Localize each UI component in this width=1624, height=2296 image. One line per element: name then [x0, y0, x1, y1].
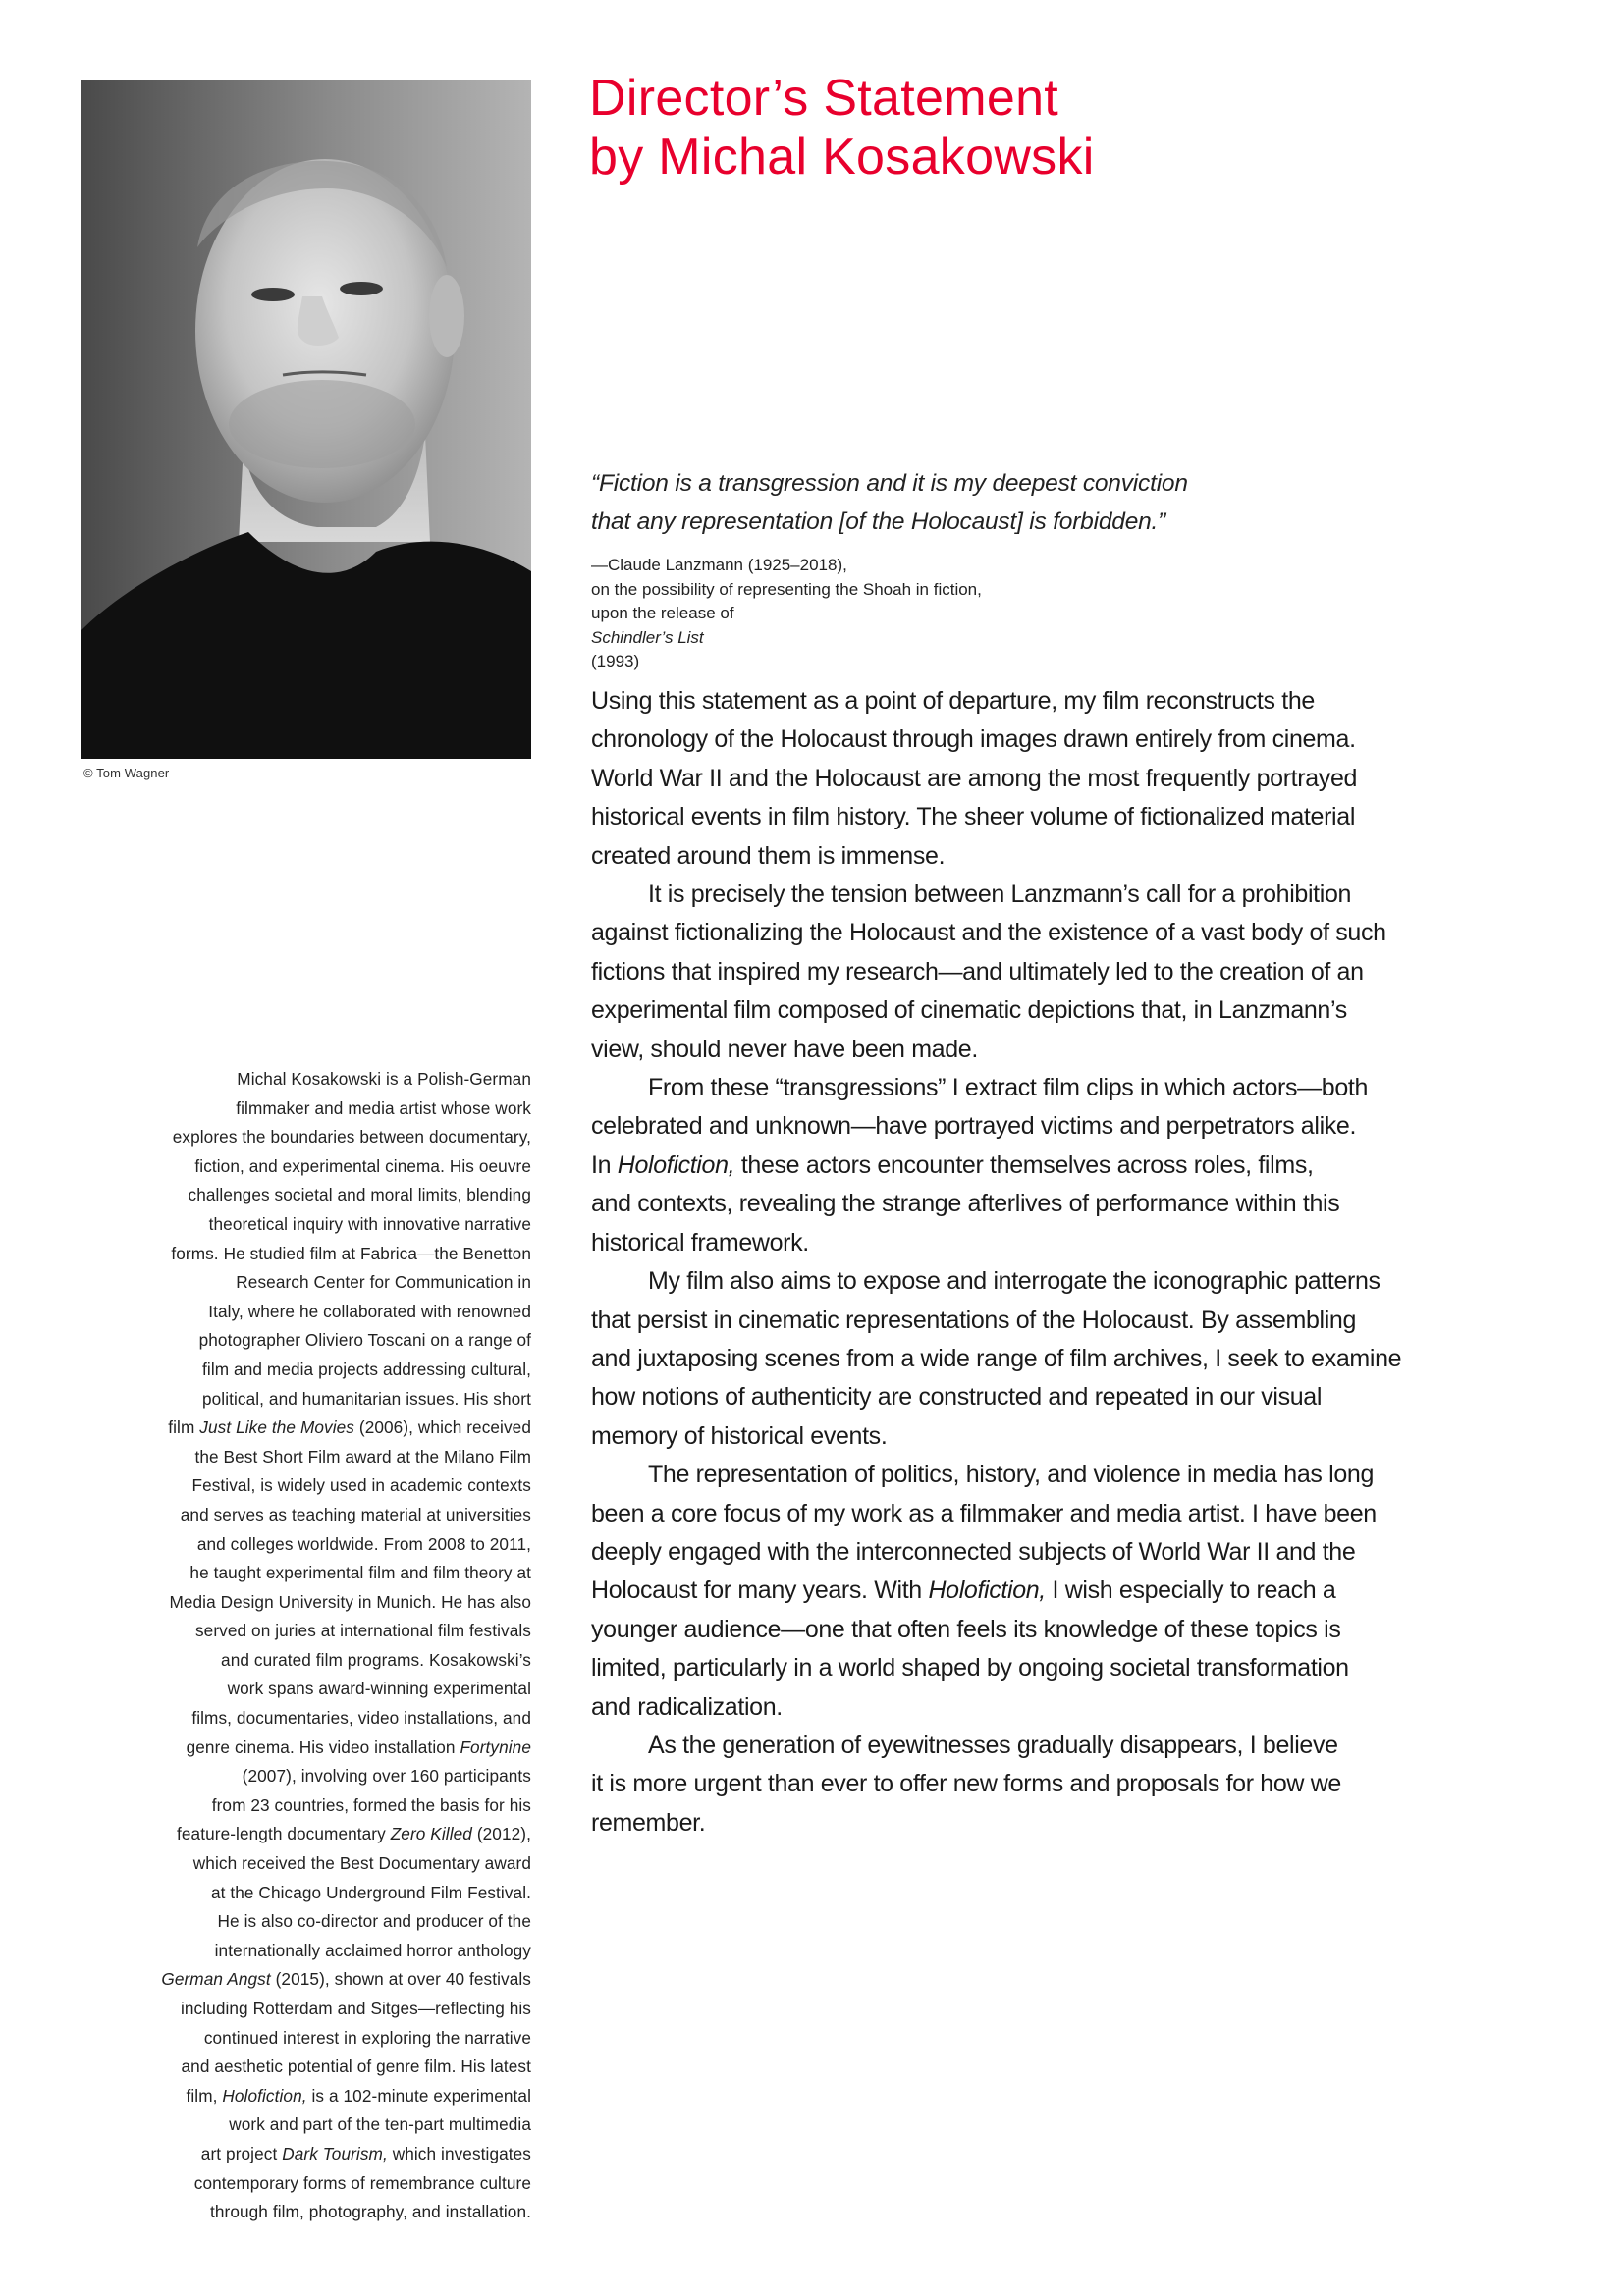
film-title: Just Like the Movies	[199, 1417, 354, 1438]
quote-line: “Fiction is a transgression and it is my deepest conviction	[591, 470, 1188, 497]
director-biography: Michal Kosakowski is a Polish-German filmmaker and media artist whose work explores the boundaries between documentary, fiction, and experimental cinema. His oeuvre challenges societal and moral limits, blending theoretical inquiry with innovative narrative forms. He studied film at Fabrica—the Benetton Research Center for Communication in Italy, where he collaborated with renowned photographer Oliviero Toscani on a range of film and media projects addressing cultural, political, and humanitarian issues. His short film Just Like the Movies (2006), which received the Best Short Film award at the Milano Film Festival, is widely used in academic contexts and serves as teaching material at universities and colleges worldwide. From 2008 to 2011, he taught experimental film and film theory at Media Design University in Munich. He has also served on juries at international film festivals and curated film programs. Kosakowski’s work spans award-winning experimental films, documentaries, video installations, and genre cinema. His video installation Fortynine (2007), involving over 160 participants from 23 countries, formed the basis for his feature-length documentary Zero Killed (2012), which received the Best Documentary award at the Chicago Underground Film Festival. He is also co-director and producer of the internationally acclaimed horror anthology German Angst (2015), shown at over 40 festivals including Rotterdam and Sitges—reflecting his continued interest in exploring the narrative and aesthetic potential of genre film. His latest film, Holofiction, is a 102-minute experimental work and part of the ten-part multimedia art project Dark Tourism, which investigates contemporary forms of remembrance culture through film, photography, and installation.	[161, 1069, 531, 2222]
film-title: Schindler’s List	[591, 627, 704, 647]
film-title: Fortynine	[460, 1736, 531, 1757]
project-title: Dark Tourism,	[282, 2143, 388, 2163]
statement-paragraph-2: It is precisely the tension between Lanzmann’s call for a prohibition against fictionalizing the Holocaust and the existence of a vast body of such fictions that inspired my research—and ultimately led to the creation of an experimental film composed of cinematic depictions that, in Lanzmann’s view, should never have been made.	[591, 881, 1386, 1063]
statement-paragraph-6: As the generation of eyewitnesses gradually disappears, I believe it is more urgent than ever to offer new forms and proposals for how we remember.	[591, 1731, 1341, 1837]
photo-credit: © Tom Wagner	[83, 766, 170, 780]
attribution-line: upon the release of Schindler’s List (1993)	[591, 604, 734, 670]
film-title: Holofiction,	[222, 2085, 307, 2106]
title-line-1: Director’s Statement	[589, 70, 1059, 127]
attribution-line: on the possibility of representing the Shoah in fiction,	[591, 579, 982, 599]
attribution-line: —Claude Lanzmann (1925–2018),	[591, 556, 847, 574]
film-title: Zero Killed	[390, 1824, 472, 1844]
quote-line: that any representation [of the Holocaust] is forbidden.”	[591, 508, 1166, 535]
statement-paragraph-1: Using this statement as a point of departure, my film reconstructs the chronology of the Holocaust through images drawn entirely from cinema. World War II and the Holocaust are among the most frequently portrayed historical events in film history. The sheer volume of fictionalized material created around them is immense.	[591, 687, 1358, 870]
portrait-photo	[81, 80, 531, 759]
film-title: Holofiction,	[928, 1576, 1046, 1605]
statement-paragraph-5: The representation of politics, history, and violence in media has long been a core focus of my work as a filmmaker and media artist. I have been deeply engaged with the interconnected subjects of World War II and the Holocaust for many years. With Holofiction, I wish especially to reach a younger audience—one that often feels its knowledge of these topics is limited, particularly in a world shaped by ongoing societal transformation and radicalization.	[591, 1461, 1377, 1721]
statement-paragraph-4: My film also aims to expose and interrogate the iconographic patterns that persist in cinematic representations of the Holocaust. By assembling and juxtaposing scenes from a wide range of film archives, I seek to examine how notions of authenticity are constructed and repeated in our visual memory of historical events.	[591, 1267, 1402, 1450]
title-line-2: by Michal Kosakowski	[589, 129, 1095, 186]
page-title	[589, 69, 1095, 187]
film-title: German Angst	[161, 1969, 271, 1990]
portrait-image	[81, 80, 531, 759]
epigraph	[591, 464, 1475, 674]
film-title: Holofiction,	[617, 1150, 735, 1179]
epigraph-attribution	[591, 554, 1475, 674]
statement-paragraph-3: From these “transgressions” I extract film clips in which actors—both celebrated and unknown—have portrayed victims and perpetrators alike. In Holofiction, these actors encounter themselves across roles, films, and contexts, revealing the strange afterlives of performance within this historical framework.	[591, 1074, 1369, 1256]
epigraph-quote	[591, 464, 1475, 541]
statement-body	[591, 682, 1534, 1842]
